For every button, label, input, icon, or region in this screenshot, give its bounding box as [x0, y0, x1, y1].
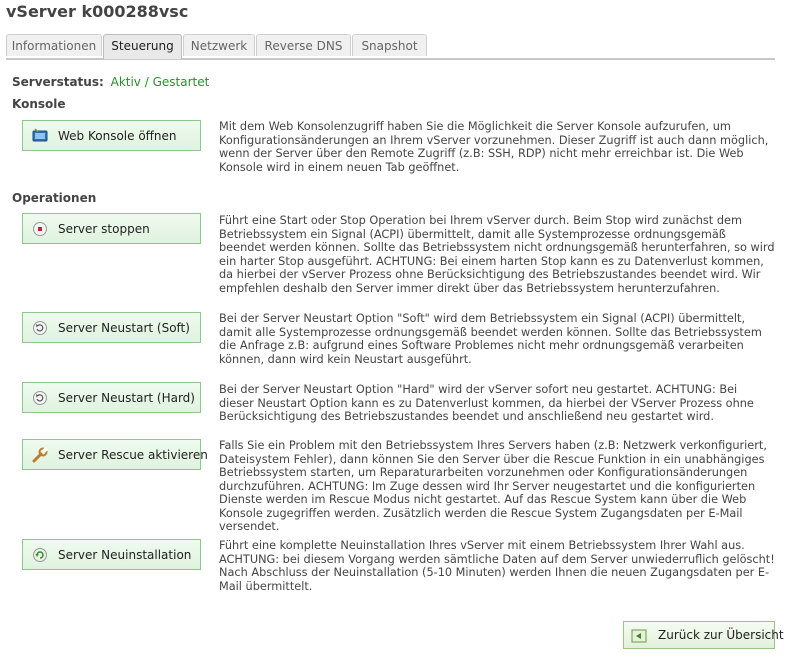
tab-steuerung[interactable]: Steuerung: [103, 34, 182, 59]
back-to-overview-button[interactable]: [623, 621, 784, 649]
server-rescue-button[interactable]: [22, 439, 208, 470]
page-title: vServer k000288vsc: [6, 2, 189, 21]
server-restart-soft-description: Bei der Server Neustart Option "Soft" wird dem Betriebssystem ein Signal (ACPI) übermittelt, damit alle Systemprozesse ordnungsgemäß beendet werden können. Sollte das Betriebssystem die Anfrage z.B: aufgrund eines Software Problemes nicht mehr ordnungsgemäß verarbeiten können, dann wird kein Neustart ausgeführt.: [219, 312, 762, 366]
web-console-description: Mit dem Web Konsolenzugriff haben Sie die Möglichkeit die Server Konsole aufzurufen, um Konfigurationsänderungen an Ihrem vServer vorzunehmen. Dieser Zugriff ist auch dann möglich, wenn der Server über den Remote Zugriff (z.B: SSH, RDP) nicht mehr erreichbar ist. Die Web Konsole wird in einem neuen Tab geöffnet.: [219, 120, 769, 174]
server-restart-hard-description: Bei der Server Neustart Option "Hard" wird der vServer sofort neu gestartet. ACHTUNG: Bei dieser Neustart Option kann es zu Datenverlust kommen, da hierbei der VServer Prozess ohne Berücksichtigung des Betriebszustandes beendet und anschließend neu gestartet wird.: [219, 383, 754, 423]
tab-netzwerk[interactable]: Netzwerk: [183, 34, 255, 56]
tab-reverse-dns[interactable]: Reverse DNS: [256, 34, 351, 56]
server-status-label: Serverstatus:: [12, 75, 104, 89]
back-to-overview-label: Zurück zur Übersicht: [658, 628, 784, 642]
server-stop-button-label: Server stoppen: [58, 222, 150, 236]
server-status: [12, 75, 209, 89]
server-rescue-description: Falls Sie ein Problem mit den Betriebssystem Ihres Servers haben (z.B: Netzwerk verkonfiguriert, Dateisystem Fehler), dann können Sie den Server über die Rescue Funktion in ein unabhängiges Betriebssystem starten, um Reparaturarbeiten vorzunehmen oder Konfigurationsänderungen durchzuführen. ACHTUNG: Im Zuge dessen wird Ihr Server neugestartet und die konfigurierten Dienste werden im Rescue Modus nicht gestartet. Auf das Rescue System kann über die Web Konsole zugegriffen werden. Zusätzlich werden die Rescue System Zugangsdaten per E-Mail versendet.: [219, 439, 767, 533]
server-restart-soft-button[interactable]: [22, 312, 201, 343]
section-heading-operations: Operationen: [12, 191, 97, 205]
stop-icon: [32, 221, 48, 237]
server-reinstall-description: Führt eine komplette Neuinstallation Ihres vServer mit einem Betriebssystem Ihrer Wahl aus. ACHTUNG: bei diesem Vorgang werden sämtliche Daten auf dem Server unwiederruflich gelöscht! Nach Abschluss der Neuinstallation (5-10 Minuten) werden Ihnen die neuen Zugangsdaten per E-Mail übermittelt.: [219, 539, 775, 593]
server-rescue-button-label: Server Rescue aktivieren: [58, 448, 208, 462]
web-console-button-label: Web Konsole öffnen: [58, 129, 177, 143]
server-status-value: Aktiv / Gestartet: [110, 75, 210, 89]
section-heading-console: Konsole: [12, 97, 66, 111]
server-stop-description: Führt eine Start oder Stop Operation bei Ihrem vServer durch. Beim Stop wird zunächst dem Betriebssystem ein Signal (ACPI) übermittelt, damit alle Systemprozesse ordnungsgemäß beendet werden können. Sollte das Betriebssystem nicht ordnungsgemäß herunterfahren, so wird ein harter Stop ausgeführt. ACHTUNG: Bei einem harten Stop kann es zu Datenverlust kommen, da hierbei der vServer Prozess ohne Berücksichtigung des Betriebszustandes beendet wird. Wir empfehlen deshalb den Server immer direkt über das Betriebssystem herunterzufahren.: [219, 214, 775, 295]
wrench-icon: [32, 447, 48, 463]
back-arrow-icon: [631, 628, 647, 644]
restart-icon: [32, 320, 48, 336]
web-console-button[interactable]: [22, 120, 201, 151]
monitor-icon: [32, 128, 48, 144]
server-restart-hard-button-label: Server Neustart (Hard): [58, 391, 195, 405]
reinstall-icon: [32, 547, 48, 563]
tab-bar: [6, 34, 775, 60]
server-restart-soft-button-label: Server Neustart (Soft): [58, 321, 190, 335]
tab-informationen[interactable]: Informationen: [6, 34, 102, 56]
server-reinstall-button-label: Server Neuinstallation: [58, 548, 192, 562]
server-restart-hard-button[interactable]: [22, 382, 201, 413]
restart-icon: [32, 390, 48, 406]
server-stop-button[interactable]: [22, 213, 201, 244]
tab-snapshot[interactable]: Snapshot: [352, 34, 427, 56]
server-reinstall-button[interactable]: [22, 539, 201, 570]
